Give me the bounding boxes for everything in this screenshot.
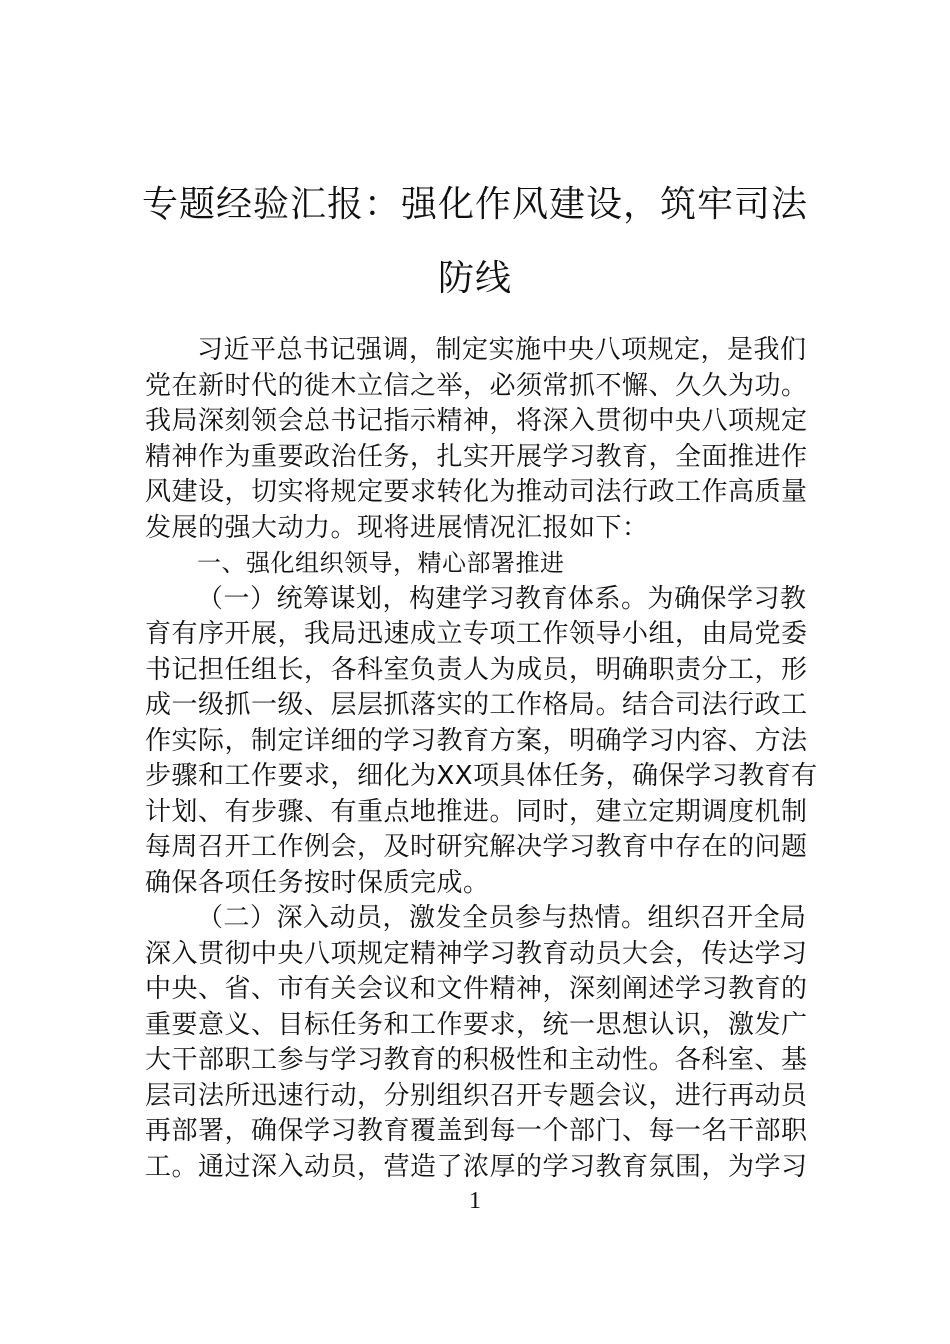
paragraph-line: 深入贯彻中央八项规定精神学习教育动员大会，传达学习 — [145, 938, 808, 969]
page-number: 1 — [469, 1188, 481, 1214]
paragraph-line: 步骤和工作要求，细化为XX项具体任务，确保学习教育有 — [145, 761, 818, 791]
paragraph-line: 书记担任组长，各科室负责人为成员，明确职责分工，形 — [145, 654, 808, 685]
paragraph-line: 重要意义、目标任务和工作要求，统一思想认识，激发广 — [145, 1009, 808, 1040]
paragraph-line: 作实际，制定详细的学习教育方案，明确学习内容、方法 — [145, 725, 808, 756]
paragraph-line: 大干部职工参与学习教育的积极性和主动性。各科室、基 — [145, 1045, 808, 1075]
paragraph-line: 习近平总书记强调，制定实施中央八项规定，是我们 — [197, 335, 807, 365]
paragraph-line: 层司法所迅速行动，分别组织召开专题会议，进行再动员 — [145, 1080, 808, 1111]
paragraph-line: 成一级抓一级、层层抓落实的工作格局。结合司法行政工 — [145, 690, 808, 720]
paragraph-line: 确保各项任务按时保质完成。 — [145, 867, 490, 898]
paragraph-line: 计划、有步骤、有重点地推进。同时，建立定期调度机制 — [145, 796, 808, 827]
paragraph-line: 党在新时代的徙木立信之举，必须常抓不懈、久久为功。 — [145, 370, 808, 401]
paragraph-line: （一）统筹谋划，构建学习教育体系。为确保学习教 — [197, 583, 807, 614]
paragraph-line: 工。通过深入动员，营造了浓厚的学习教育氛围，为学习 — [145, 1151, 808, 1182]
paragraph-line: 育有序开展，我局迅速成立专项工作领导小组，由局党委 — [145, 619, 808, 649]
paragraph-line: （二）深入动员，激发全员参与热情。组织召开全局 — [197, 903, 807, 933]
paragraph-line: 再部署，确保学习教育覆盖到每一个部门、每一名干部职 — [145, 1116, 808, 1146]
title-line-1: 专题经验汇报：强化作风建设，筑牢司法 — [141, 184, 808, 225]
paragraph-line: 每周召开工作例会，及时研究解决学习教育中存在的问题 — [145, 832, 808, 862]
paragraph-line: 发展的强大动力。现将进展情况汇报如下： — [145, 512, 649, 543]
title-line-2: 防线 — [437, 258, 512, 299]
document-title — [140, 168, 810, 316]
paragraph-line: 我局深刻领会总书记指示精神，将深入贯彻中央八项规定 — [145, 406, 808, 436]
document-body — [145, 333, 818, 1185]
paragraph-line: 精神作为重要政治任务，扎实开展学习教育，全面推进作 — [145, 441, 808, 472]
paragraph-line: 风建设，切实将规定要求转化为推动司法行政工作高质量 — [145, 477, 808, 507]
section-heading: 一、强化组织领导，精心部署推进 — [197, 549, 565, 577]
paragraph-line: 中央、省、市有关会议和文件精神，深刻阐述学习教育的 — [145, 974, 808, 1004]
